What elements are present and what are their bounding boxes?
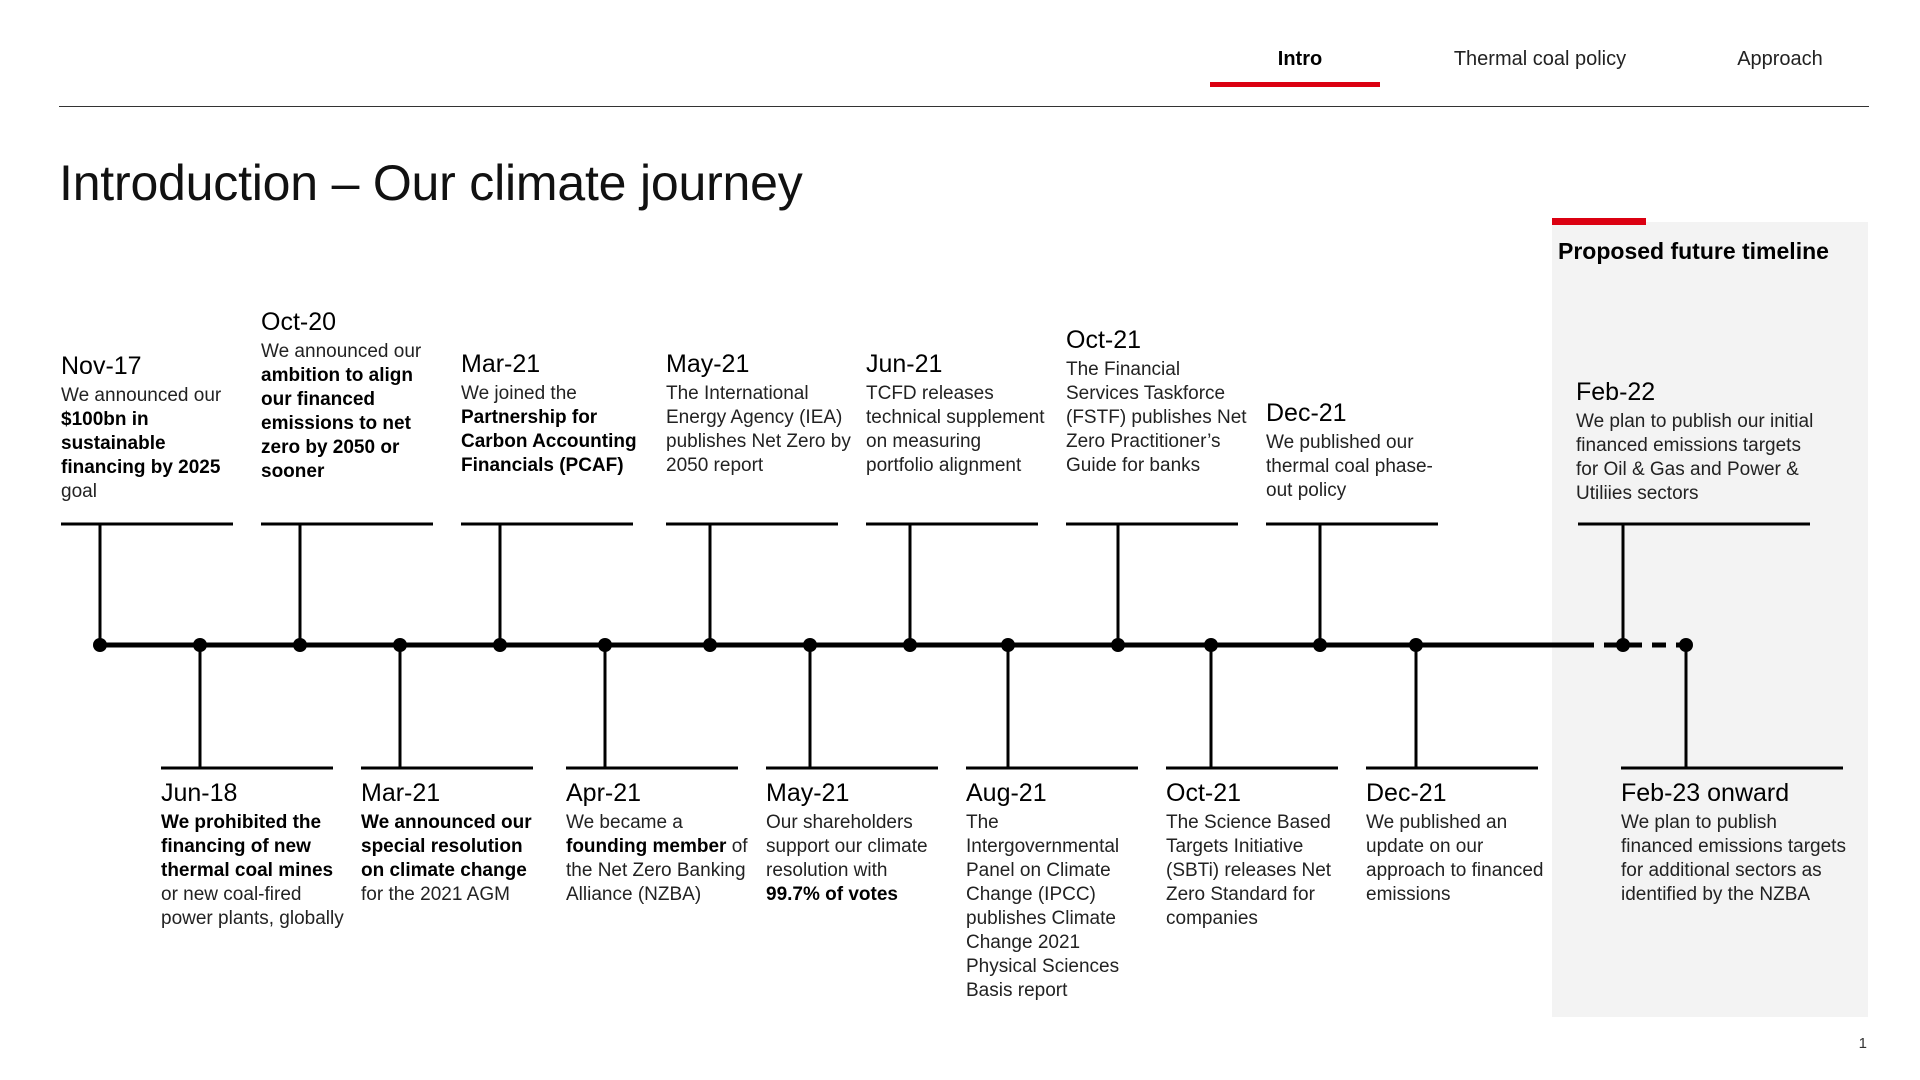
timeline-marker-bottom <box>1001 638 1015 652</box>
timeline-event-mar-21-pcaf <box>461 350 646 478</box>
event-description <box>461 382 646 478</box>
timeline-event-mar-21-agm <box>361 779 546 907</box>
event-description <box>766 811 941 907</box>
event-date: Aug-21 <box>966 779 1047 807</box>
event-date: Apr-21 <box>566 779 642 807</box>
timeline-event-apr-21 <box>566 779 751 907</box>
timeline-event-feb-23-onward <box>1621 779 1851 907</box>
event-description <box>966 811 1141 1003</box>
event-description <box>566 811 751 907</box>
tab-thermal-coal-policy[interactable]: Thermal coal policy <box>1453 48 1627 70</box>
event-description <box>61 384 246 504</box>
timeline-marker-top <box>293 638 307 652</box>
event-description <box>361 811 546 907</box>
event-date: Mar-21 <box>461 350 541 378</box>
event-date: Dec-21 <box>1266 399 1347 427</box>
event-description <box>1266 431 1451 503</box>
text-run: The International Energy Agency (IEA) publishes Net Zero by 2050 report <box>666 383 851 476</box>
event-description <box>1576 410 1816 506</box>
text-run: The Intergovernmental Panel on Climate Change (IPCC) publishes Climate Change 2021 Physical Sciences Basis report <box>966 812 1120 1001</box>
future-timeline-label: Proposed future timeline <box>1558 238 1829 264</box>
event-date: May-21 <box>766 779 850 807</box>
event-description <box>666 382 851 478</box>
text-run: The Financial Services Taskforce (FSTF) publishes Net Zero Practitioner’s Guide for banks <box>1066 359 1247 476</box>
emphasized-text: ambition to align our financed emissions to net zero by 2050 or sooner <box>261 365 413 482</box>
text-run: We announced our <box>61 385 222 406</box>
event-description <box>161 811 346 931</box>
timeline-marker-bottom <box>393 638 407 652</box>
text-run: TCFD releases technical supplement on measuring portfolio alignment <box>866 383 1045 476</box>
emphasized-text: $100bn in sustainable financing by 2025 <box>61 409 221 478</box>
timeline-event-dec-21-policy <box>1266 399 1451 503</box>
event-date: Jun-18 <box>161 779 238 807</box>
emphasized-text: founding member <box>566 836 727 857</box>
tab-intro[interactable]: Intro <box>1277 48 1323 70</box>
timeline-event-oct-20 <box>261 308 446 484</box>
timeline-event-may-21-shareholders <box>766 779 941 907</box>
timeline-marker-top <box>493 638 507 652</box>
event-date: Oct-21 <box>1066 326 1142 354</box>
timeline-event-dec-21-update <box>1366 779 1551 907</box>
tab-approach[interactable]: Approach <box>1737 48 1823 70</box>
timeline-marker-top <box>93 638 107 652</box>
text-run: We plan to publish financed emissions targets for additional sectors as identified by the NZBA <box>1621 812 1846 905</box>
timeline-marker-bottom <box>598 638 612 652</box>
event-date: Jun-21 <box>866 350 943 378</box>
timeline-marker-top <box>1111 638 1125 652</box>
event-date: Feb-22 <box>1576 378 1656 406</box>
timeline-event-oct-21-fstf <box>1066 326 1251 478</box>
text-run: of the Net Zero Banking Alliance (NZBA) <box>566 836 748 905</box>
timeline-marker-top <box>1616 638 1630 652</box>
timeline-marker-bottom <box>803 638 817 652</box>
event-date: Mar-21 <box>361 779 441 807</box>
emphasized-text: We announced our special resolution on climate change <box>361 812 532 881</box>
event-description <box>1366 811 1551 907</box>
event-description <box>866 382 1051 478</box>
text-run: We plan to publish our initial financed emissions targets for Oil & Gas and Power & Utiliies sectors <box>1576 411 1814 504</box>
timeline-marker-bottom <box>1409 638 1423 652</box>
text-run: We published an update on our approach to financed emissions <box>1366 812 1544 905</box>
timeline-marker-bottom <box>1204 638 1218 652</box>
event-date: May-21 <box>666 350 750 378</box>
timeline-marker-bottom <box>1679 638 1693 652</box>
text-run: We joined the <box>461 383 577 404</box>
timeline-event-aug-21 <box>966 779 1141 1003</box>
timeline-event-nov-17 <box>61 352 246 504</box>
text-run: or new coal-fired power plants, globally <box>161 884 344 929</box>
timeline-marker-bottom <box>193 638 207 652</box>
timeline-event-jun-21 <box>866 350 1051 478</box>
text-run: The Science Based Targets Initiative (SBTi) releases Net Zero Standard for companies <box>1166 812 1332 929</box>
event-date: Oct-20 <box>261 308 337 336</box>
emphasized-text: We prohibited the financing of new thermal coal mines <box>161 812 334 881</box>
page-number: 1 <box>1858 1035 1867 1052</box>
event-date: Nov-17 <box>61 352 142 380</box>
emphasized-text: Partnership for Carbon Accounting Financials (PCAF) <box>461 407 637 476</box>
timeline-event-oct-21-sbti <box>1166 779 1341 931</box>
emphasized-text: 99.7% of votes <box>766 884 898 905</box>
event-description <box>1066 358 1251 478</box>
timeline-marker-top <box>903 638 917 652</box>
timeline-event-feb-22 <box>1576 378 1816 506</box>
event-description <box>1621 811 1851 907</box>
event-description <box>1166 811 1341 931</box>
timeline-marker-top <box>703 638 717 652</box>
timeline-event-may-21-iea <box>666 350 851 478</box>
text-run: for the 2021 AGM <box>361 884 510 905</box>
event-date: Dec-21 <box>1366 779 1447 807</box>
timeline-marker-top <box>1313 638 1327 652</box>
event-description <box>261 340 446 484</box>
text-run: We announced our <box>261 341 422 362</box>
text-run: goal <box>61 481 97 502</box>
event-date: Oct-21 <box>1166 779 1242 807</box>
event-date: Feb-23 onward <box>1621 779 1790 807</box>
text-run: We published our thermal coal phase-out policy <box>1266 432 1433 501</box>
page-title: Introduction – Our climate journey <box>59 154 803 211</box>
text-run: We became a <box>566 812 683 833</box>
timeline-event-jun-18 <box>161 779 346 931</box>
text-run: Our shareholders support our climate resolution with <box>766 812 928 881</box>
